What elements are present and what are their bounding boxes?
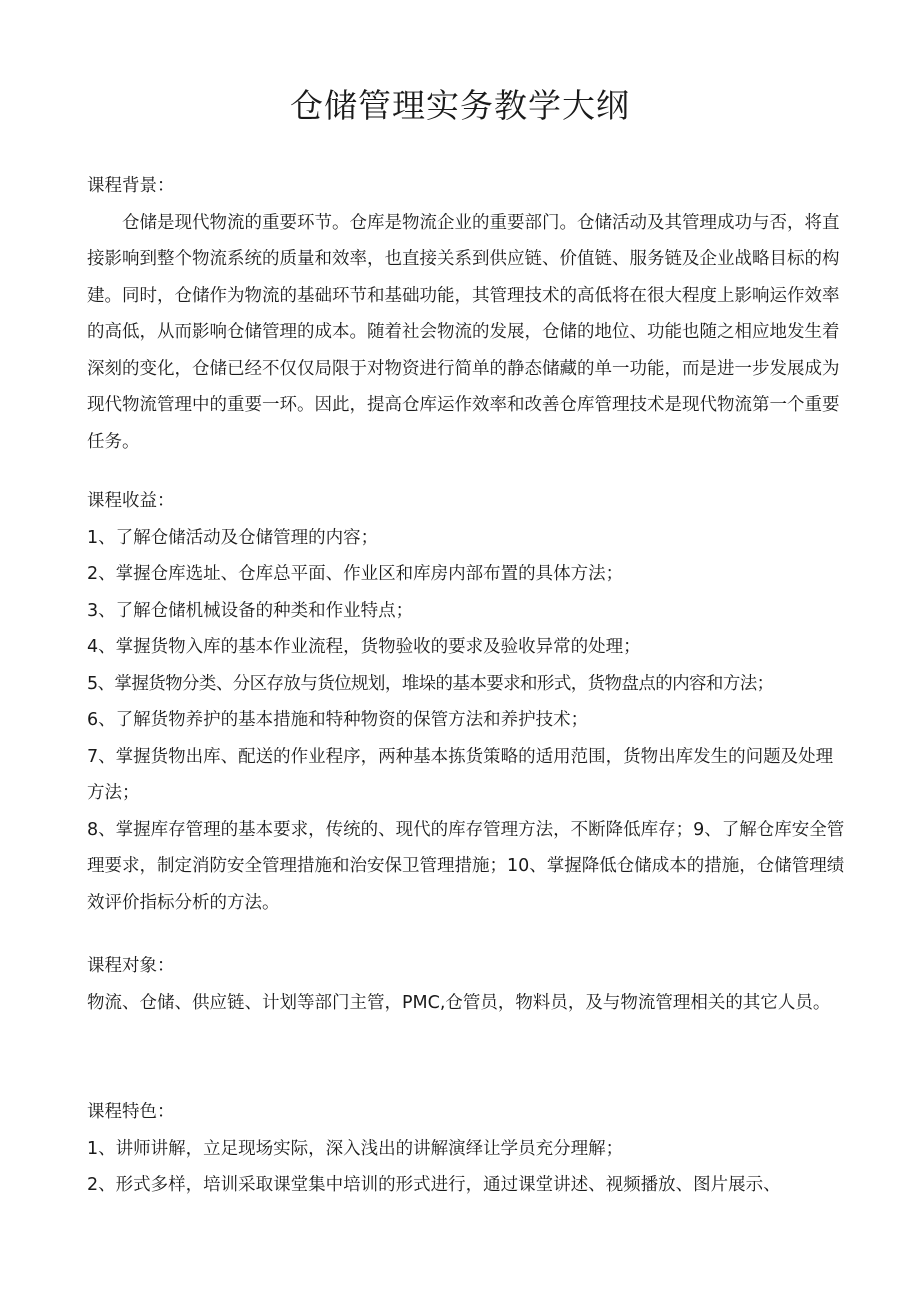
- benefits-section: [87, 483, 847, 921]
- benefit-item-4: 4、掌握货物入库的基本作业流程，货物验收的要求及验收异常的处理；: [87, 637, 641, 657]
- features-section: [87, 1094, 847, 1204]
- benefit-item-8: 8、掌握库存管理的基本要求，传统的、现代的库存管理方法，不断降低库存；9、了解仓库安全管理要求，制定消防安全管理措施和治安保卫管理措施；10、掌握降低仓储成本的措施，仓储管理绩效评价指标分析的方法。: [87, 819, 845, 913]
- benefits-heading: 课程收益：: [87, 491, 175, 511]
- background-section: [87, 168, 847, 460]
- benefit-item-6: 6、了解货物养护的基本措施和特种物资的保管方法和养护技术；: [87, 710, 589, 730]
- benefit-item-1: 1、了解仓储活动及仓储管理的内容；: [87, 527, 379, 548]
- feature-item-1: 1、讲师讲解，立足现场实际，深入浅出的讲解演绎让学员充分理解；: [87, 1138, 624, 1159]
- audience-heading: 课程对象：: [87, 956, 175, 976]
- page-title: 仓储管理实务教学大纲: [290, 86, 630, 125]
- audience-section: [87, 948, 847, 1021]
- benefit-item-5: 5、掌握货物分类、分区存放与货位规划，堆垛的基本要求和形式，货物盘点的内容和方法；: [87, 673, 774, 694]
- feature-item-2: 2、形式多样，培训采取课堂集中培训的形式进行，通过课堂讲述、视频播放、图片展示、: [87, 1175, 781, 1195]
- benefit-item-3: 3、了解仓储机械设备的种类和作业特点；: [87, 600, 414, 621]
- audience-text: 物流、仓储、供应链、计划等部门主管，PMC,仓管员，物料员，及与物流管理相关的其它人员。: [87, 992, 831, 1013]
- background-paragraph: 仓储是现代物流的重要环节。仓库是物流企业的重要部门。仓储活动及其管理成功与否，将直接影响到整个物流系统的质量和效率，也直接关系到供应链、价值链、服务链及企业战略目标的构建。同时，仓储作为物流的基础环节和基础功能，其管理技术的高低将在很大程度上影响运作效率的高低，从而影响仓储管理的成本。随着社会物流的发展，仓储的地位、功能也随之相应地发生着深刻的变化，仓储已经不仅仅局限于对物资进行简单的静态储藏的单一功能，而是进一步发展成为现代物流管理中的重要一环。因此，提高仓库运作效率和改善仓库管理技术是现代物流第一个重要任务。: [87, 212, 840, 452]
- background-heading: 课程背景：: [87, 176, 175, 196]
- features-heading: 课程特色：: [87, 1102, 175, 1122]
- benefit-item-2: 2、掌握仓库选址、仓库总平面、作业区和库房内部布置的具体方法；: [87, 564, 624, 584]
- benefit-item-7: 7、掌握货物出库、配送的作业程序，两种基本拣货策略的适用范围，货物出库发生的问题及处理方法；: [87, 746, 834, 803]
